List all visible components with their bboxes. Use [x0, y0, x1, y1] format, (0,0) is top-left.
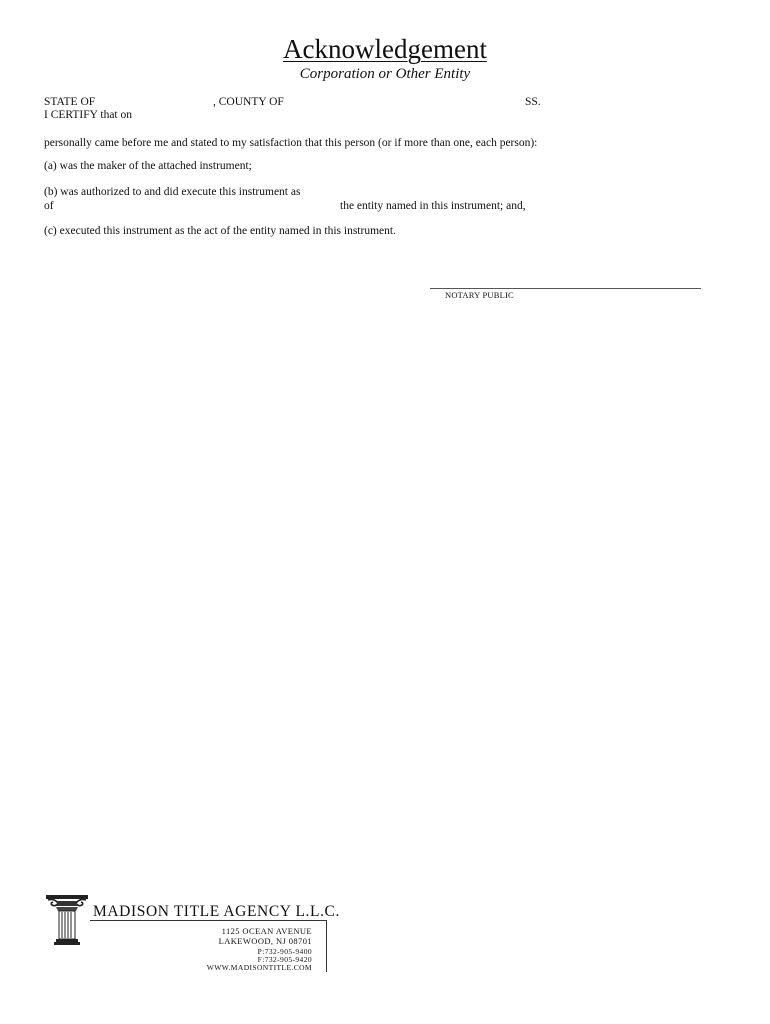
clause-b-of: of	[44, 200, 54, 212]
agency-name: MADISON TITLE AGENCY L.L.C.	[93, 903, 340, 920]
greek-column-icon	[44, 893, 90, 945]
page-subtitle: Corporation or Other Entity	[299, 66, 471, 82]
clause-a: (a) was the maker of the attached instrument;	[44, 160, 252, 172]
personally-text: personally came before me and stated to my satisfaction that this person (or if more than one, each person):	[44, 137, 538, 149]
page-title: Acknowledgement	[283, 34, 487, 64]
address-line1: 1125 OCEAN AVENUE	[221, 926, 312, 936]
fax-number: F:732-905-9420	[257, 955, 312, 964]
ss-label: SS.	[525, 96, 541, 108]
state-label: STATE OF	[44, 96, 96, 108]
notary-signature-line	[430, 288, 701, 289]
phone-number: P:732-905-9400	[257, 947, 312, 956]
clause-b-line1: (b) was authorized to and did execute this instrument as	[44, 186, 301, 198]
agency-vertical-divider	[326, 920, 327, 972]
agency-divider	[90, 920, 326, 921]
county-label: , COUNTY OF	[213, 96, 284, 108]
notary-public-label: NOTARY PUBLIC	[445, 290, 514, 300]
clause-b-line2: the entity named in this instrument; and,	[340, 200, 526, 212]
address-line2: LAKEWOOD, NJ 08701	[218, 936, 312, 946]
clause-c: (c) executed this instrument as the act of the entity named in this instrument.	[44, 225, 396, 237]
website-link[interactable]: WWW.MADISONTITLE.COM	[206, 963, 312, 972]
certify-text: I CERTIFY that on	[44, 109, 133, 121]
